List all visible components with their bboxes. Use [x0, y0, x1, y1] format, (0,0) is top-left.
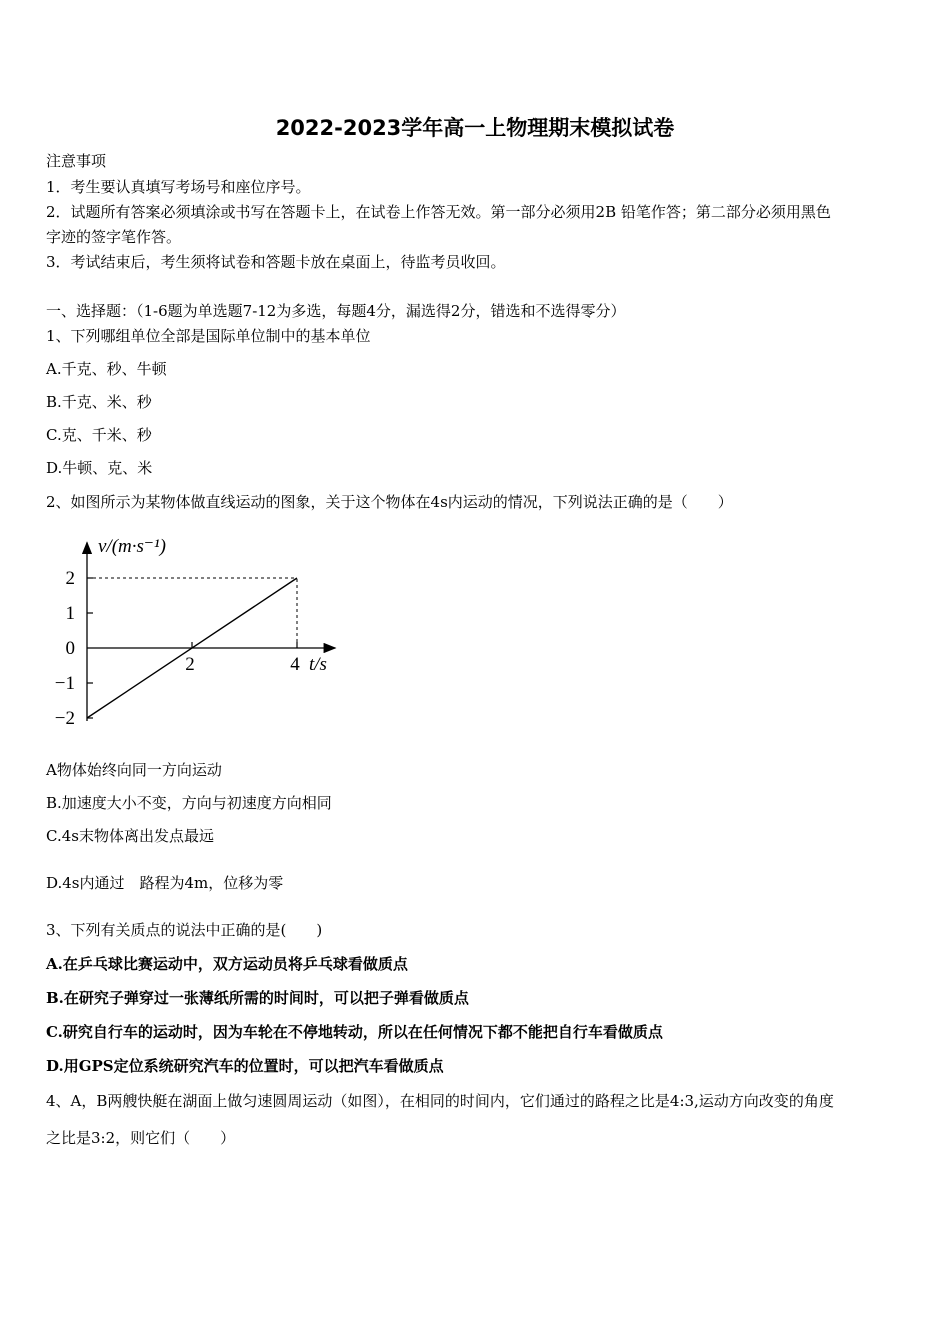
x-tick-label: 4 [290, 654, 300, 675]
question-2-option-b: B.加速度大小不变，方向与初速度方向相同 [46, 794, 332, 812]
question-4-stem-line1: 4、A，B两艘快艇在湖面上做匀速圆周运动（如图），在相同的时间内，它们通过的路程之比是4:3,运动方向改变的角度 [46, 1092, 834, 1110]
question-2-option-d: D.4s内通过 路程为4m，位移为零 [46, 874, 284, 892]
y-tick-label: 2 [65, 568, 75, 589]
y-tick-label: 1 [65, 603, 75, 624]
question-1-stem: 1、下列哪组单位全部是国际单位制中的基本单位 [46, 327, 371, 345]
section-heading: 一、选择题：（1-6题为单选题7-12为多选，每题4分，漏选得2分，错选和不选得零分） [46, 302, 626, 320]
x-axis-label: t/s [309, 654, 327, 675]
y-axis-label: v/(m·s⁻¹) [98, 536, 166, 557]
question-2-option-c: C.4s末物体离出发点最远 [46, 827, 214, 845]
x-tick-label: 2 [185, 654, 195, 675]
page-title: 2022-2023学年高一上物理期末模拟试卷 [275, 116, 675, 140]
question-4-stem-line2: 之比是3:2，则它们（ ） [46, 1129, 236, 1147]
question-1-option-b: B.千克、米、秒 [46, 393, 152, 411]
question-3-option-c: C.研究自行车的运动时，因为车轮在不停地转动，所以在任何情况下都不能把自行车看做质点 [46, 1023, 663, 1041]
question-3-option-b: B.在研究子弹穿过一张薄纸所需的时间时，可以把子弹看做质点 [46, 989, 469, 1007]
question-3-option-a: A.在乒乓球比赛运动中，双方运动员将乒乓球看做质点 [46, 955, 408, 973]
y-tick-label: −1 [54, 673, 75, 694]
y-tick-label: −2 [54, 708, 75, 729]
notice-item: 1．考生要认真填写考场号和座位序号。 [46, 178, 311, 196]
question-3-option-d: D.用GPS定位系统研究汽车的位置时，可以把汽车看做质点 [46, 1057, 444, 1075]
notice-item: 3．考试结束后，考生须将试卷和答题卡放在桌面上，待监考员收回。 [46, 253, 506, 271]
question-1-option-c: C.克、千米、秒 [46, 426, 152, 444]
question-1-option-a: A.千克、秒、牛顿 [46, 360, 167, 378]
velocity-time-graph [50, 528, 350, 733]
question-1-option-d: D.牛顿、克、米 [46, 459, 153, 477]
y-tick-label: 0 [65, 638, 75, 659]
question-3-stem: 3、下列有关质点的说法中正确的是( ) [46, 921, 323, 939]
question-2-stem: 2、如图所示为某物体做直线运动的图象，关于这个物体在4s内运动的情况，下列说法正确的是（ ） [46, 493, 733, 511]
notice-item: 字迹的签字笔作答。 [46, 228, 182, 246]
question-2-option-a: A物体始终向同一方向运动 [46, 761, 222, 779]
notice-item: 2．试题所有答案必须填涂或书写在答题卡上，在试卷上作答无效。第一部分必须用2B 铅笔作答；第二部分必须用黑色 [46, 203, 831, 221]
notice-heading: 注意事项 [46, 152, 107, 170]
